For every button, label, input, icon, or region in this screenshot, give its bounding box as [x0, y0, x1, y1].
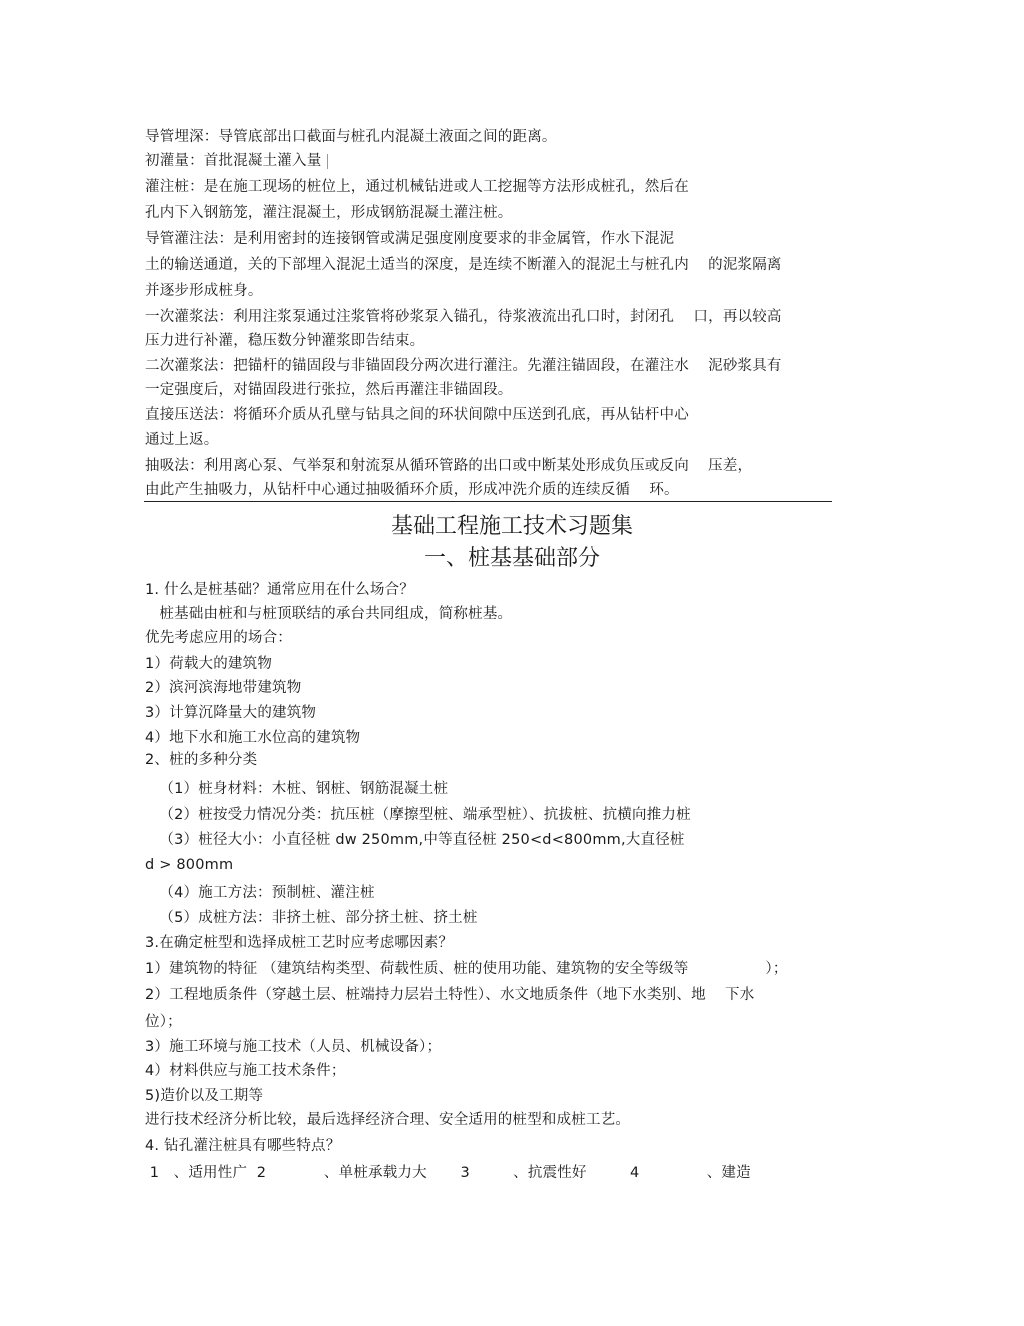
question-line: 3.在确定桩型和选择成桩工艺时应考虑哪因素？ — [145, 935, 454, 951]
definition-line: 由此产生抽吸力，从钻杆中心通过抽吸循环介质，形成冲洗介质的连续反循 环。 — [145, 482, 679, 498]
definition-line: 并逐步形成桩身。 — [145, 283, 263, 299]
list-item: 3）施工环境与施工技术（人员、机械设备）； — [145, 1039, 442, 1055]
section-heading: 一、桩基基础部分 — [423, 546, 600, 571]
definition-line: 导管灌注法：是利用密封的连接钢管或满足强度刚度要求的非金属管，作水下混泥 — [145, 231, 675, 247]
list-item: 5)造价以及工期等 — [145, 1088, 264, 1104]
definition-line: 抽吸法：利用离心泵、气举泵和射流泵从循环管路的出口或中断某处形成负压或反向 压差， — [145, 458, 753, 474]
answer-line: 桩基础由桩和与桩顶联结的承台共同组成，简称桩基。 — [145, 606, 513, 622]
definition-line: 直接压送法：将循环介质从孔壁与钻具之间的环状间隙中压送到孔底，再从钻杆中心 — [145, 407, 689, 423]
question-line: 4. 钻孔灌注桩具有哪些特点？ — [145, 1138, 341, 1154]
list-item: （3）桩径大小：小直径桩 dw 250mm,中等直径桩 250<d<800mm,大直径桩 — [145, 832, 685, 848]
definition-line: 灌注桩：是在施工现场的桩位上，通过机械钻进或人工挖掘等方法形成桩孔，然后在 — [145, 179, 689, 195]
list-item: （1）桩身材料：木桩、钢桩、钢筋混凝土桩 — [145, 781, 449, 797]
definition-line: 一定强度后，对锚固段进行张拉，然后再灌注非锚固段。 — [145, 382, 513, 398]
list-item: （2）桩按受力情况分类：抗压桩（摩擦型桩、端承型桩）、抗拔桩、抗横向推力桩 — [145, 807, 691, 823]
question-line: 2、桩的多种分类 — [145, 752, 258, 768]
definition-line: 孔内下入钢筋笼，灌注混凝土，形成钢筋混凝土灌注桩。 — [145, 205, 513, 221]
definition-line: 二次灌浆法：把锚杆的锚固段与非锚固段分两次进行灌注。先灌注锚固段，在灌注水 泥砂浆具有 — [145, 358, 782, 374]
definition-line: 初灌量：首批混凝土灌入量 — [145, 151, 328, 171]
definition-line: 压力进行补灌，稳压数分钟灌浆即告结束。 — [145, 333, 425, 349]
definition-line: 土的输送通道，关的下部埋入混泥土适当的深度，是连续不断灌入的混泥土与桩孔内 的泥浆隔离 — [145, 257, 782, 273]
text-cursor-icon — [327, 154, 328, 169]
list-item: 2）工程地质条件（穿越土层、桩端持力层岩土特性）、水文地质条件（地下水类别、地 下水 — [145, 987, 755, 1003]
list-item: 1 、适用性广 2 、单桩承载力大 3 、抗震性好 4 、建造 — [145, 1165, 751, 1181]
section-divider — [144, 501, 832, 502]
list-item: 4）材料供应与施工技术条件； — [145, 1063, 346, 1079]
list-item: 1）建筑物的特征 （建筑结构类型、荷载性质、桩的使用功能、建筑物的安全等级等 ）； — [145, 961, 788, 977]
definition-line: 通过上返。 — [145, 432, 219, 448]
question-line: 1. 什么是桩基础？通常应用在什么场合？ — [145, 582, 414, 598]
document-title: 基础工程施工技术习题集 — [390, 514, 633, 539]
list-item: d > 800mm — [145, 857, 234, 873]
answer-line: 进行技术经济分析比较，最后选择经济合理、安全适用的桩型和成桩工艺。 — [145, 1112, 631, 1128]
list-item: 位）； — [145, 1014, 182, 1030]
list-item: 3）计算沉降量大的建筑物 — [145, 705, 317, 721]
answer-line: 优先考虑应用的场合： — [145, 630, 292, 646]
list-item: 2）滨河滨海地带建筑物 — [145, 680, 302, 696]
definition-line: 一次灌浆法：利用注浆泵通过注浆管将砂浆泵入锚孔，待浆液流出孔口时，封闭孔 口，再以较高 — [145, 309, 782, 325]
list-item: 1）荷载大的建筑物 — [145, 656, 273, 672]
list-item: （5）成桩方法：非挤土桩、部分挤土桩、挤土桩 — [145, 910, 478, 926]
list-item: 4）地下水和施工水位高的建筑物 — [145, 730, 361, 746]
list-item: （4）施工方法：预制桩、灌注桩 — [145, 885, 375, 901]
definition-line: 导管埋深：导管底部出口截面与桩孔内混凝土液面之间的距离。 — [145, 129, 557, 145]
